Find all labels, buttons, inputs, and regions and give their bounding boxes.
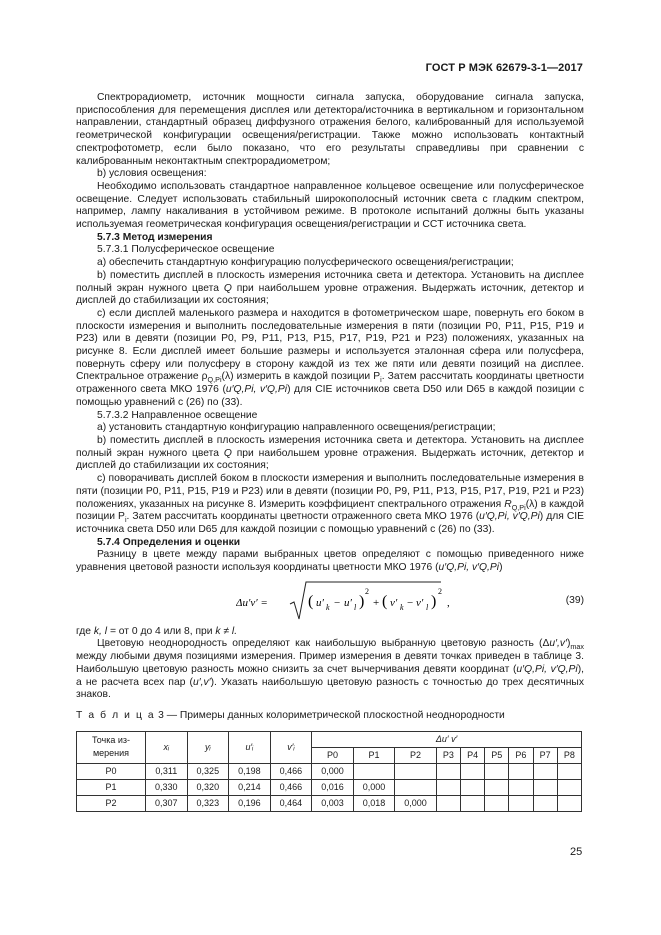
cell-delta	[395, 763, 437, 779]
header-col-p5: P5	[485, 747, 509, 763]
heading-5-7-4: 5.7.4 Определения и оценки	[97, 536, 241, 548]
equation-lhs: Δu′v′ =	[236, 596, 268, 609]
cell-delta: 0,000	[353, 779, 395, 795]
table-caption: Т а б л и ц а 3 — Примеры данных колориметрической плоскостной неоднородности	[76, 709, 505, 721]
equation-v: v′	[390, 596, 398, 609]
equation-u: u′	[316, 596, 324, 609]
item-c-directional: c) поворачивать дисплей боком в плоскости измерения и выполнить последовательные измерения в пяти (позиции P0, P11, P15, P19 и P23) или в девяти (позиции P0, P9, P11, P13, P15, P17, P19, P21 и P23) положениях, указанных на рисунке 8. Измерить коэффициент спектрального отражения $R_{Q,Pi}(\lambda)$ в каждой позиции $P_i$. Затем рассчитать координаты цветности отраженного света МКО 1976 (u′Q,Pi, v′Q,Pi) для CIE источника света D50 или D65 для каждой позиции с помощью уравнений с (26) по (33).	[76, 473, 585, 535]
cell-delta	[557, 763, 581, 779]
cell-v: 0,464	[270, 795, 312, 811]
item-c-hemispherical: c) если дисплей маленького размера и находится в фотометрическом шаре, повернуть его боком в плоскости измерения и выполнить последовательные измерения в пяти (позиции P0, P11, P15, P19 и P23) или в девяти (позиции P0, P9, P11, P13, P15, P17, P19, P21 и P23) положениях, указанных на рисунке 8. Если дисплей имеет большие размеры и используется эталонная сфера или полусфера, повернуть сферу или полусферу в сторону каждой из тех же пяти или девяти позиций на дисплее. Спектральное отражение $\rho_{Q,Pi}(\lambda)$ измерить в каждой позиции $P_i$. Затем рассчитать координаты цветности отраженного света МКО 1976 (u′Q,Pi, v′Q,Pi) для CIE источников света D50 или D65 в каждой позиции с помощью уравнений с (26) по (33).	[76, 307, 584, 408]
header-col-p6: P6	[509, 747, 533, 763]
cell-delta: 0,000	[395, 795, 437, 811]
svg-text:v′: v′	[416, 596, 424, 609]
svg-text:k: k	[326, 602, 330, 612]
svg-text:−: −	[407, 596, 414, 609]
svg-text:(: (	[308, 592, 314, 610]
header-col-p0: P0	[312, 747, 354, 763]
svg-text:): )	[359, 592, 365, 610]
item-a-hemispherical: a) обеспечить стандартную конфигурацию полусферического освещения/регистрации;	[97, 257, 514, 269]
item-b-hemispherical: b) поместить дисплей в плоскость измерения источника света и детектора. Установить на дисплее полный экран нужного цвета Q при наибольшем уровне отражения. Выдержать источник, детектор и дисплей до стабилизации их состояния;	[76, 269, 584, 307]
cell-delta	[485, 795, 509, 811]
item-b-conditions: b) условия освещения:	[97, 168, 207, 180]
header-col-p1: P1	[353, 747, 395, 763]
cell-delta	[436, 763, 460, 779]
item-a-directional: a) установить стандартную конфигурацию направленного освещения/регистрации;	[97, 422, 496, 434]
paragraph-illumination: Необходимо использовать стандартное направленное кольцевое освещение или полусферическое освещение. Следует использовать стабильный широкополосный источник света с гладким спектром, например, лампу накаливания в устойчивом режиме. В протоколе испытаний должны быть указаны используемая геометрическая конфигурация освещения/регистрации и CCT источника света.	[76, 180, 584, 231]
cell-delta	[436, 795, 460, 811]
header-col-p2: P2	[395, 747, 437, 763]
cell-x: 0,311	[146, 763, 188, 779]
svg-text:l: l	[354, 602, 357, 612]
header-col-p8: P8	[557, 747, 581, 763]
equation-graphic	[236, 579, 456, 623]
cell-x: 0,307	[146, 795, 188, 811]
heading-5-7-3-2: 5.7.3.2 Направленное освещение	[97, 409, 258, 421]
cell-point: P2	[77, 795, 146, 811]
cell-delta	[485, 779, 509, 795]
cell-delta: 0,018	[353, 795, 395, 811]
svg-text:u′: u′	[344, 596, 352, 609]
cell-delta: 0,000	[312, 763, 354, 779]
svg-text:2: 2	[365, 586, 369, 596]
cell-u: 0,196	[229, 795, 271, 811]
cell-u: 0,214	[229, 779, 271, 795]
page-number: 25	[570, 846, 583, 858]
table-row	[77, 795, 582, 811]
svg-text:l: l	[426, 602, 429, 612]
cell-u: 0,198	[229, 763, 271, 779]
paragraph-equipment: Спектрорадиометр, источник мощности сигнала запуска, оборудование сигнала запуска, приспособления для перемещения дисплея или детектора/источника в вертикальном и горизонтальном направлении, стандартный образец диффузного отражения белого, калиброванный для используемой геометрической конфигурации освещения/регистрации. Также можно использовать контактный спектрофотометр, если было показано, что его результаты справедливы при сравнении с калиброванным неконтактным спектрорадиометром;	[76, 92, 584, 167]
cell-delta: 0,003	[312, 795, 354, 811]
cell-delta	[557, 795, 581, 811]
cell-point: P1	[77, 779, 146, 795]
cell-delta	[533, 795, 557, 811]
cell-delta	[353, 763, 395, 779]
cell-y: 0,325	[187, 763, 229, 779]
cell-point: P0	[77, 763, 146, 779]
header-delta-uv: Δu′ v′	[312, 731, 582, 747]
cell-delta: 0,016	[312, 779, 354, 795]
header-y: yᵢ	[187, 731, 229, 763]
equation-39	[76, 579, 584, 623]
svg-text:2: 2	[438, 586, 442, 596]
cell-delta	[509, 779, 533, 795]
heading-5-7-3-1: 5.7.3.1 Полусферическое освещение	[97, 244, 275, 256]
paragraph-color-difference: Разницу в цвете между парами выбранных цветов определяют с помощью приведенного ниже уравнения цветовой разности используя координаты цветности МКО 1976 (u′Q,Pi, v′Q,Pi)	[76, 549, 584, 574]
svg-text:(: (	[382, 592, 388, 610]
document-header: ГОСТ Р МЭК 62679-3-1—2017	[425, 62, 583, 74]
header-point: Точка из-мерения	[77, 731, 146, 763]
item-b-directional: b) поместить дисплей в плоскость измерения источника света и детектора. Установить на дисплее полный экран нужного цвета Q при наибольшем уровне отражения. Выдержать источник, детектор и дисплей до стабилизации их состояния;	[76, 434, 584, 472]
page-body	[76, 92, 584, 812]
cell-y: 0,320	[187, 779, 229, 795]
svg-text:): )	[431, 592, 437, 610]
table-row	[77, 763, 582, 779]
cell-delta	[557, 779, 581, 795]
cell-y: 0,323	[187, 795, 229, 811]
svg-text:−: −	[334, 596, 341, 609]
equation-number: (39)	[565, 594, 584, 606]
header-x: xᵢ	[146, 731, 188, 763]
cell-delta	[533, 779, 557, 795]
colorimetric-table	[76, 731, 582, 812]
header-col-p3: P3	[436, 747, 460, 763]
svg-text:+: +	[373, 596, 380, 609]
header-v: v′ᵢ	[270, 731, 312, 763]
header-col-p7: P7	[533, 747, 557, 763]
cell-delta	[485, 763, 509, 779]
table-row	[77, 779, 582, 795]
cell-delta	[461, 795, 485, 811]
cell-v: 0,466	[270, 763, 312, 779]
cell-delta	[509, 795, 533, 811]
cell-delta	[461, 779, 485, 795]
cell-v: 0,466	[270, 779, 312, 795]
header-u: u′ᵢ	[229, 731, 271, 763]
heading-5-7-3: 5.7.3 Метод измерения	[97, 231, 213, 243]
cell-delta	[395, 779, 437, 795]
cell-delta	[509, 763, 533, 779]
cell-x: 0,330	[146, 779, 188, 795]
paragraph-nonuniformity: Цветовую неоднородность определяют как наибольшую выбранную цветовую разность $(\Delta u',v')_{max}$ между любыми двумя позициями измерения. Пример измерения в девяти точках приведен в таблице 3. Наибольшую цветовую разность можно снизить за счет вычерчивания девяти координат (u′Q,Pi, v′Q,Pi), а не расчета всех пар (u′,v′). Указать наибольшую цветовую разность с точностью до трех десятичных знаков.	[76, 638, 584, 701]
svg-text:k: k	[400, 602, 404, 612]
svg-text:,: ,	[447, 596, 450, 609]
cell-delta	[461, 763, 485, 779]
header-col-p4: P4	[461, 747, 485, 763]
cell-delta	[436, 779, 460, 795]
paragraph-where: где k, l = от 0 до 4 или 8, при k ≠ l.	[76, 625, 238, 637]
cell-delta	[533, 763, 557, 779]
